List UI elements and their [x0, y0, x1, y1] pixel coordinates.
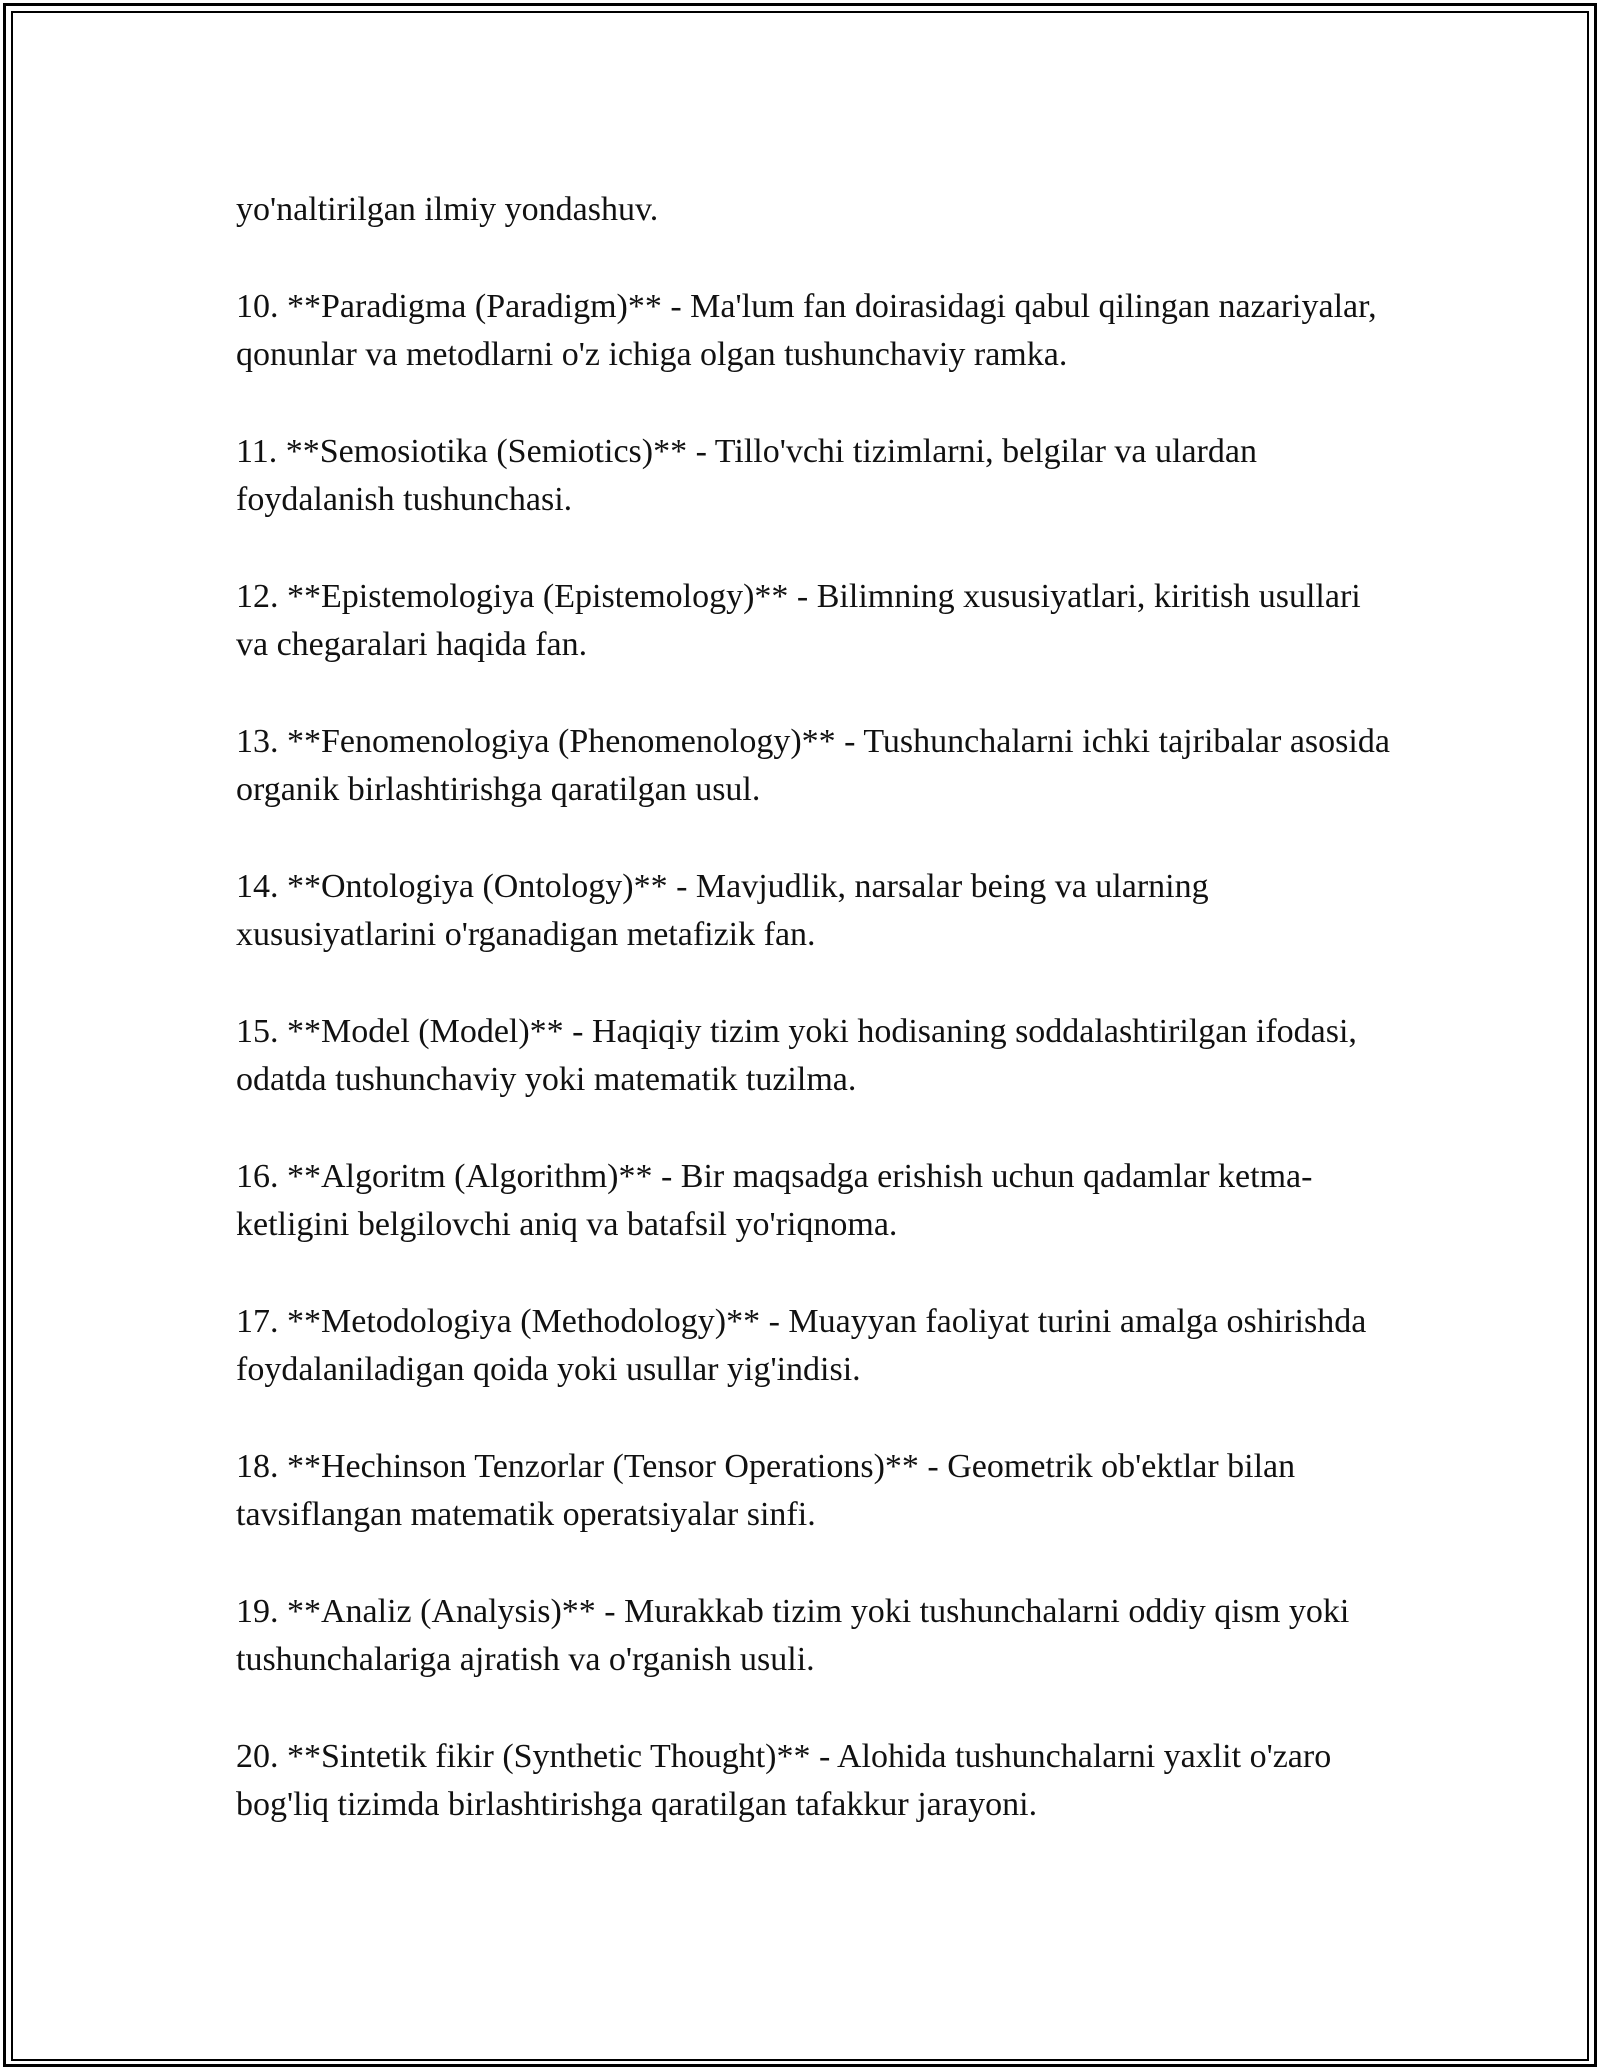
list-item-12: 12. **Epistemologiya (Epistemology)** - Bilimning xususiyatlari, kiritish usullari va chegaralari haqida fan. — [236, 578, 1361, 663]
document-body — [236, 186, 1396, 1829]
list-item-17: 17. **Metodologiya (Methodology)** - Muayyan faoliyat turini amalga oshirishda foydalaniladigan qoida yoki usullar yig'indisi. — [236, 1303, 1367, 1388]
list-item-10: 10. **Paradigma (Paradigm)** - Ma'lum fan doirasidagi qabul qilingan nazariyalar, qonunlar va metodlarni o'z ichiga olgan tushunchaviy ramka. — [236, 288, 1377, 373]
list-item-18: 18. **Hechinson Tenzorlar (Tensor Operations)** - Geometrik ob'ektlar bilan tavsiflangan matematik operatsiyalar sinfi. — [236, 1448, 1296, 1533]
list-item-15: 15. **Model (Model)** - Haqiqiy tizim yoki hodisaning soddalashtirilgan ifodasi, odatda tushunchaviy yoki matematik tuzilma. — [236, 1013, 1357, 1098]
list-item-20: 20. **Sintetik fikir (Synthetic Thought)** - Alohida tushunchalarni yaxlit o'zaro bog'liq tizimda birlashtirishga qaratilgan tafakkur jarayoni. — [236, 1738, 1332, 1823]
list-item-19: 19. **Analiz (Analysis)** - Murakkab tizim yoki tushunchalarni oddiy qism yoki tushunchalariga ajratish va o'rganish usuli. — [236, 1593, 1350, 1678]
list-item-13: 13. **Fenomenologiya (Phenomenology)** - Tushunchalarni ichki tajribalar asosida organik birlashtirishga qaratilgan usul. — [236, 723, 1390, 808]
paragraph-continuation: yo'naltirilgan ilmiy yondashuv. — [236, 191, 659, 228]
list-item-16: 16. **Algoritm (Algorithm)** - Bir maqsadga erishish uchun qadamlar ketma-ketligini belgilovchi aniq va batafsil yo'riqnoma. — [236, 1158, 1313, 1243]
list-item-14: 14. **Ontologiya (Ontology)** - Mavjudlik, narsalar being va ularning xususiyatlarini o'rganadigan metafizik fan. — [236, 868, 1209, 953]
list-item-11: 11. **Semosiotika (Semiotics)** - Tillo'vchi tizimlarni, belgilar va ulardan foydalanish tushunchasi. — [236, 433, 1257, 518]
